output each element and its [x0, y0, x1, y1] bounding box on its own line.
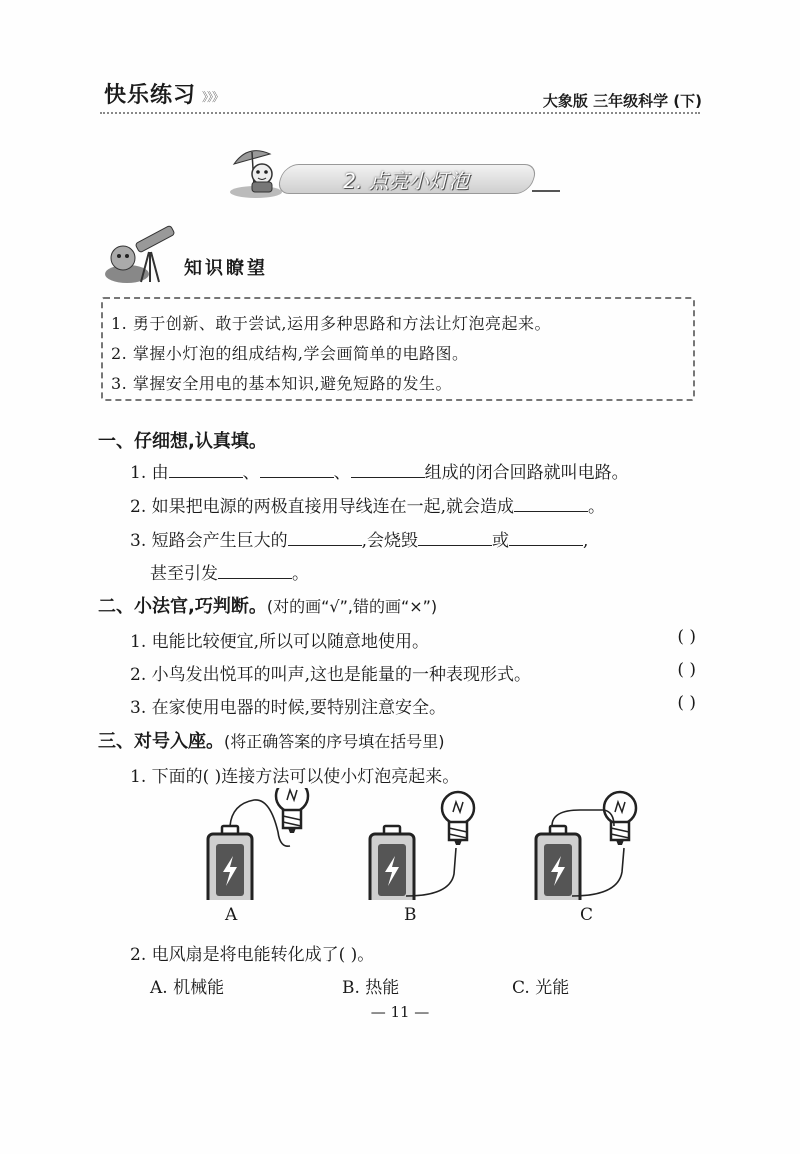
question-text: 组成的闭合回路就叫电路。 — [424, 463, 629, 483]
goal-item: 3. 掌握安全用电的基本知识,避免短路的发生。 — [111, 374, 452, 393]
question-text: ,会烧毁 — [361, 531, 419, 551]
answer-blank[interactable] — [514, 510, 588, 512]
answer-blank[interactable] — [169, 476, 243, 478]
answer-parentheses[interactable]: ( ) — [677, 693, 696, 713]
s1-question-1 — [130, 458, 629, 483]
question-text: 3. 短路会产生巨大的 — [130, 531, 288, 551]
separator: 、 — [242, 463, 260, 483]
question-text: 甚至引发 — [150, 564, 218, 584]
question-text: 2. 如果把电源的两极直接用导线连在一起,就会造成 — [130, 497, 515, 517]
circuit-diagrams — [200, 788, 660, 900]
answer-blank[interactable] — [288, 544, 362, 546]
circuit-option-b[interactable] — [370, 792, 474, 900]
page-number: — 11 — — [370, 1003, 430, 1021]
s1-question-3-continued — [150, 559, 309, 584]
choice-option[interactable]: A. 机械能 — [150, 978, 225, 998]
knowledge-title: 知识瞭望 — [184, 258, 268, 279]
circuit-option-c[interactable] — [536, 792, 636, 900]
judgement-item: 2. 小鸟发出悦耳的叫声,这也是能量的一种表现形式。 — [130, 665, 532, 685]
circuit-option-a[interactable] — [208, 788, 308, 900]
section3-heading: 三、对号入座。 — [98, 731, 224, 752]
answer-parentheses[interactable]: ( ) — [677, 660, 696, 680]
s1-question-3 — [130, 526, 588, 551]
book-series-title: 快乐练习 — [104, 83, 197, 108]
question-text: , — [583, 531, 589, 551]
answer-blank[interactable] — [509, 544, 583, 546]
answer-blank[interactable] — [218, 577, 292, 579]
telescope-icon — [103, 224, 185, 286]
section3-title — [98, 727, 445, 753]
option-label-c: C — [580, 905, 594, 925]
goal-item: 1. 勇于创新、敢于尝试,运用多种思路和方法让灯泡亮起来。 — [111, 314, 551, 333]
section2-title — [98, 592, 437, 618]
section3-instruction: (将正确答案的序号填在括号里) — [224, 732, 445, 751]
s1-question-2 — [130, 492, 605, 517]
header-divider — [100, 112, 700, 114]
learning-goals-box — [101, 297, 695, 401]
choice-option[interactable]: C. 光能 — [512, 978, 570, 998]
banner-underline — [532, 190, 560, 192]
answer-blank[interactable] — [351, 476, 425, 478]
judgement-item: 1. 电能比较便宜,所以可以随意地使用。 — [130, 632, 430, 652]
goal-item: 2. 掌握小灯泡的组成结构,学会画简单的电路图。 — [111, 344, 469, 363]
separator: 、 — [333, 463, 351, 483]
answer-blank[interactable] — [260, 476, 334, 478]
section1-title: 一、仔细想,认真填。 — [98, 431, 267, 452]
answer-blank[interactable] — [418, 544, 492, 546]
question-text: 或 — [492, 531, 510, 551]
s3-question-2: 2. 电风扇是将电能转化成了( )。 — [130, 945, 375, 965]
lesson-title: 2. 点亮小灯泡 — [343, 169, 469, 193]
answer-parentheses[interactable]: ( ) — [677, 627, 696, 647]
chevron-decoration-icon: 》》》 — [202, 90, 224, 104]
judgement-item: 3. 在家使用电器的时候,要特别注意安全。 — [130, 698, 447, 718]
book-edition: 大象版 三年级科学 (下) — [542, 92, 702, 110]
s3-question-1: 1. 下面的( )连接方法可以使小灯泡亮起来。 — [130, 767, 460, 787]
section2-instruction: (对的画“√”,错的画“×”) — [266, 597, 438, 616]
option-label-a: A — [225, 905, 238, 925]
question-text: 。 — [588, 497, 606, 517]
question-text: 1. 由 — [130, 463, 169, 483]
choice-option[interactable]: B. 热能 — [342, 978, 400, 998]
question-text: 。 — [292, 564, 309, 584]
section2-heading: 二、小法官,巧判断。 — [98, 596, 267, 617]
option-label-b: B — [404, 905, 417, 925]
